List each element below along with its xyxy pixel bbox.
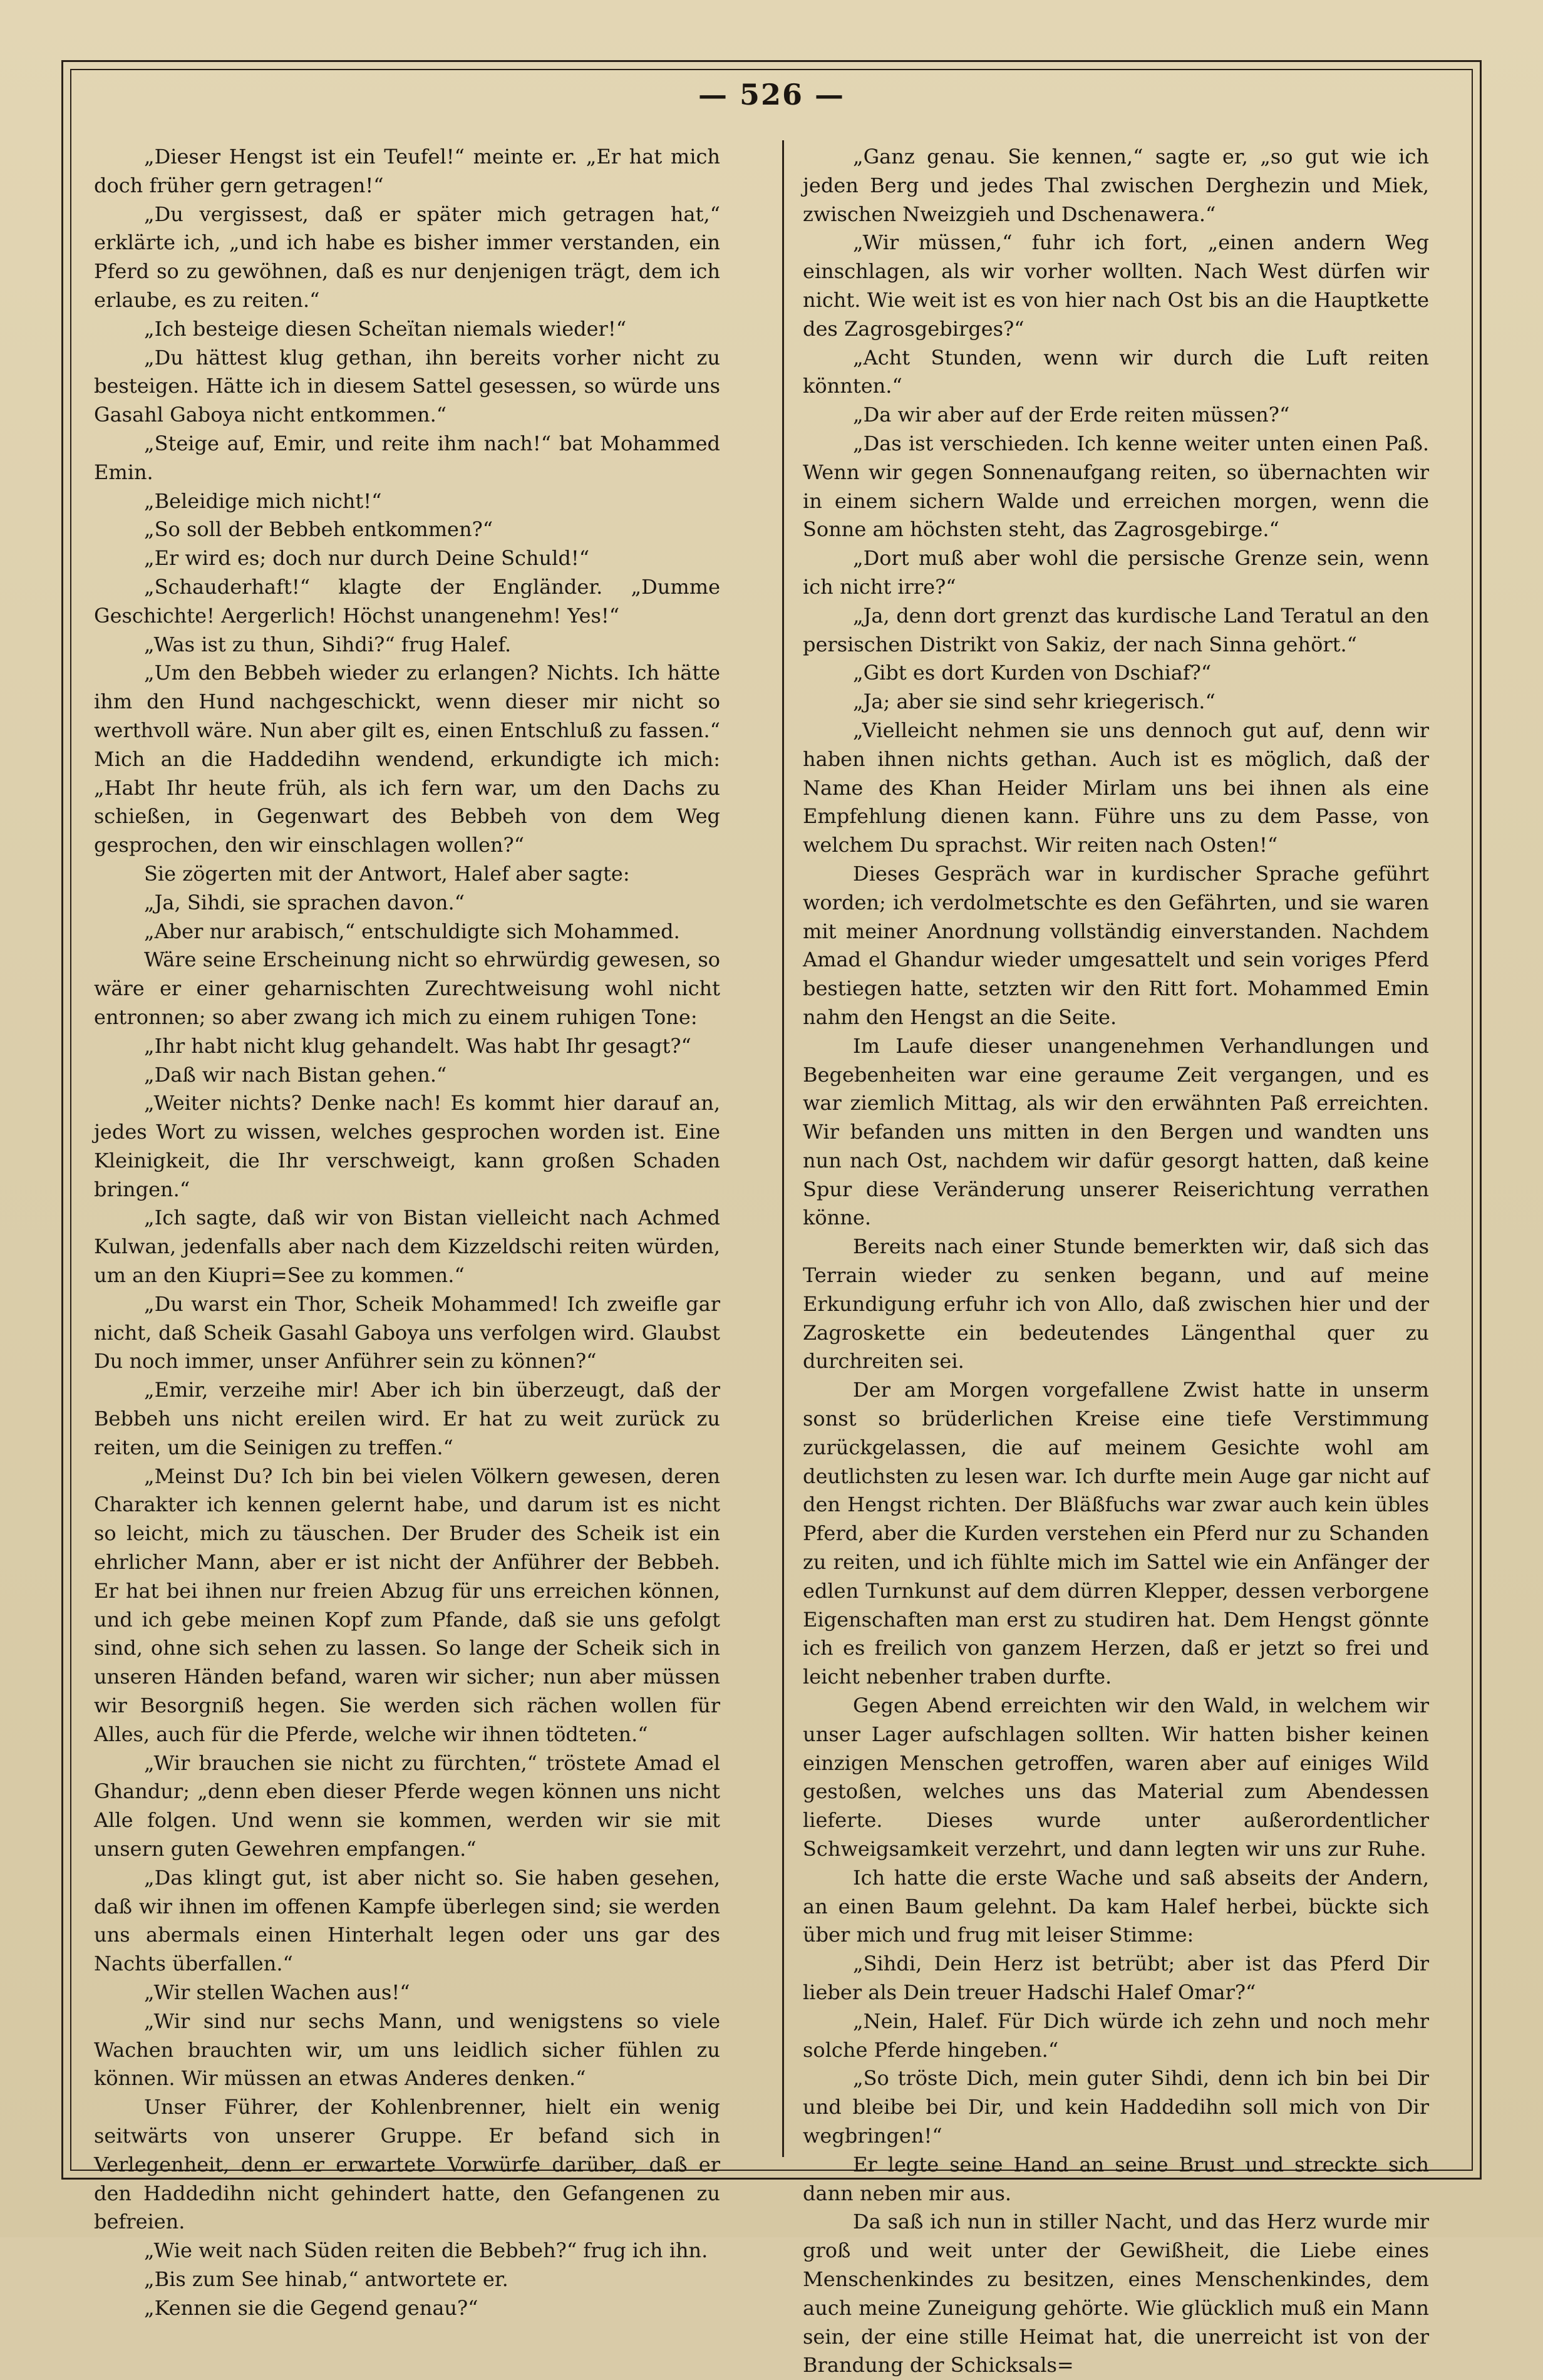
paragraph: „Da wir aber auf der Erde reiten müssen?“ [853,403,1290,427]
paragraph: „Wir brauchen sie nicht zu fürchten,“ tröstete Amad el Ghandur; „denn eben dieser Pferde wegen können uns nicht Alle folgen. Und wenn sie kommen, werden wir sie mit unsern guten Gewehren empfangen.“ [94,1751,720,1861]
paragraph: „Ich besteige diesen Scheïtan niemals wieder!“ [144,316,627,341]
paragraph: „Was ist zu thun, Sihdi?“ frug Halef. [144,632,512,656]
paragraph: „Du vergissest, daß er später mich getragen hat,“ erklärte ich, „und ich habe es bisher immer verstanden, ein Pferd so zu gewöhnen, daß es nur denjenigen trägt, dem ich erlaube, es zu reiten.“ [94,202,720,312]
left-column [94,143,720,2323]
paragraph: „Emir, verzeihe mir! Aber ich bin überzeugt, daß der Bebbeh uns nicht ereilen wird. Er hat zu weit zurück zu reiten, um die Seinigen zu treffen.“ [94,1378,720,1459]
paragraph: „Beleidige mich nicht!“ [144,489,382,513]
paragraph: „Er wird es; doch nur durch Deine Schuld!“ [144,546,590,571]
paragraph: „Dieser Hengst ist ein Teufel!“ meinte er. „Er hat mich doch früher gern getragen!“ [94,145,720,197]
paragraph: „Um den Bebbeh wieder zu erlangen? Nichts. Ich hätte ihm den Hund nachgeschickt, wenn dieser mir nicht so werthvoll wäre. Nun aber gilt es, einen Entschluß zu fassen.“ Mich an die Haddedihn wendend, erkundigte ich mich: „Habt Ihr heute früh, als ich fern war, um den Dachs zu schießen, in Gegenwart des Bebbeh von dem Weg gesprochen, den wir einschlagen wollen?“ [94,661,720,857]
paragraph: „Du warst ein Thor, Scheik Mohammed! Ich zweifle gar nicht, daß Scheik Gasahl Gaboya uns verfolgen wird. Glaubst Du noch immer, unser Anführer sein zu können?“ [94,1291,720,1374]
paragraph: „Gibt es dort Kurden von Dschiaf?“ [853,661,1212,685]
paragraph: „Das ist verschieden. Ich kenne weiter unten einen Paß. Wenn wir gegen Sonnenaufgang reiten, so übernachten wir in einem sichern Walde und erreichen morgen, wenn die Sonne am höchsten steht, das Zagrosgebirge.“ [803,431,1429,542]
paragraph: „Ich sagte, daß wir von Bistan vielleicht nach Achmed Kulwan, jedenfalls aber nach dem Kizzeldschi reiten würden, um an den Kiupri=See zu kommen.“ [94,1206,720,1288]
paragraph: Er legte seine Hand an seine Brust und streckte sich dann neben mir aus. [803,2152,1429,2205]
paragraph: „Ja, denn dort grenzt das kurdische Land Teratul an den persischen Distrikt von Sakiz, der nach Sinna gehört.“ [803,603,1429,656]
paragraph: „Daß wir nach Bistan gehen.“ [144,1062,447,1087]
paragraph: Der am Morgen vorgefallene Zwist hatte in unserm sonst so brüderlichen Kreise eine tiefe Verstimmung zurückgelassen, die auf meinem Gesichte wohl am deutlichsten zu lesen war. Ich durfte mein Auge gar nicht auf den Hengst richten. Der Bläßfuchs war zwar auch kein übles Pferd, aber die Kurden verstehen ein Pferd nur zu Schanden zu reiten, und ich fühlte mich im Sattel wie ein Anfänger der edlen Turnkunst auf dem dürren Klepper, dessen verborgene Eigenschaften man erst zu studiren hat. Dem Hengst gönnte ich es freilich von ganzem Herzen, daß er jetzt so frei und leicht nebenher traben durfte. [803,1378,1429,1689]
paragraph: Wäre seine Erscheinung nicht so ehrwürdig gewesen, so wäre er einer geharnischten Zurechtweisung wohl nicht entronnen; so aber zwang ich mich zu einem ruhigen Tone: [94,948,720,1029]
paragraph: „Meinst Du? Ich bin bei vielen Völkern gewesen, deren Charakter ich kennen gelernt habe, und darum ist es nicht so leicht, mich zu täuschen. Der Bruder des Scheik ist ein ehrlicher Mann, aber er ist nicht der Anführer der Bebbeh. Er hat bei ihnen nur freien Abzug für uns erreichen können, und ich gebe meinen Kopf zum Pfande, daß sie uns gefolgt sind, ohne sich sehen zu lassen. So lange der Scheik sich in unseren Händen befand, waren wir sicher; nun aber müssen wir Besorgniß hegen. Sie werden sich rächen wollen für Alles, auch für die Pferde, welche wir ihnen tödteten.“ [94,1464,720,1746]
paragraph: „Acht Stunden, wenn wir durch die Luft reiten könnten.“ [803,345,1429,398]
column-divider [782,140,784,2157]
paragraph: „Vielleicht nehmen sie uns dennoch gut auf, denn wir haben ihnen nichts gethan. Auch ist es möglich, daß der Name des Khan Heider Mirlam uns bei ihnen als eine Empfehlung dienen kann. Führe uns zu dem Passe, von welchem Du sprachst. Wir reiten nach Osten!“ [803,718,1429,857]
paragraph: „Wie weit nach Süden reiten die Bebbeh?“ frug ich ihn. [144,2238,708,2263]
paragraph: Im Laufe dieser unangenehmen Verhandlungen und Begebenheiten war eine geraume Zeit vergangen, und es war ziemlich Mittag, als wir den erwähnten Paß erreichten. Wir befanden uns mitten in den Bergen und wandten uns nun nach Ost, nachdem wir dafür gesorgt hatten, daß keine Spur diese Veränderung unserer Reiserichtung verrathen könne. [803,1033,1429,1230]
paragraph: „Steige auf, Emir, und reite ihm nach!“ bat Mohammed Emin. [94,431,720,484]
paragraph: „So soll der Bebbeh entkommen?“ [144,517,493,542]
paragraph: Dieses Gespräch war in kurdischer Sprache geführt worden; ich verdolmetschte es den Gefährten, und sie waren mit meiner Anordnung vollständig einverstanden. Nachdem Amad el Ghandur wieder umgesattelt und sein voriges Pferd bestiegen hatte, setzten wir den Ritt fort. Mohammed Emin nahm den Hengst an die Seite. [803,861,1429,1029]
paragraph: „Weiter nichts? Denke nach! Es kommt hier darauf an, jedes Wort zu wissen, welches gesprochen worden ist. Eine Kleinigkeit, die Ihr verschweigt, kann großen Schaden bringen.“ [94,1091,720,1201]
paragraph: „Ganz genau. Sie kennen,“ sagte er, „so gut wie ich jeden Berg und jedes Thal zwischen Derghezin und Miek, zwischen Nweizgieh und Dschenawera.“ [803,145,1429,226]
paragraph: Gegen Abend erreichten wir den Wald, in welchem wir unser Lager aufschlagen sollten. Wir hatten bisher keinen einzigen Menschen getroffen, waren aber auf einiges Wild gestoßen, welches uns das Material zum Abendessen lieferte. Dieses wurde unter außerordentlicher Schweigsamkeit verzehrt, und dann legten wir uns zur Ruhe. [803,1694,1429,1861]
paragraph: „Schauderhaft!“ klagte der Engländer. „Dumme Geschichte! Aergerlich! Höchst unangenehm! Yes!“ [94,574,720,628]
paragraph: „Ja; aber sie sind sehr kriegerisch.“ [853,690,1215,714]
paragraph: „Das klingt gut, ist aber nicht so. Sie haben gesehen, daß wir ihnen im offenen Kampfe überlegen sind; sie werden uns abermals einen Hinterhalt legen oder uns gar des Nachts überfallen.“ [94,1865,720,1976]
paragraph: „Wir stellen Wachen aus!“ [144,1980,410,2004]
paragraph: Unser Führer, der Kohlenbrenner, hielt ein wenig seitwärts von unserer Gruppe. Er befand sich in Verlegenheit, denn er erwartete Vorwürfe darüber, daß er den Haddedihn nicht gehindert hatte, den Gefangenen zu befreien. [94,2095,720,2234]
page-number: — 526 — [698,78,845,111]
paragraph: „Ja, Sihdi, sie sprachen davon.“ [144,890,465,914]
paragraph: „Du hättest klug gethan, ihn bereits vorher nicht zu besteigen. Hätte ich in diesem Sattel gesessen, so würde uns Gasahl Gaboya nicht entkommen.“ [94,345,720,427]
paragraph: Ich hatte die erste Wache und saß abseits der Andern, an einen Baum gelehnt. Da kam Halef herbei, bückte sich über mich und frug mit leiser Stimme: [803,1865,1429,1947]
paragraph: Da saß ich nun in stiller Nacht, und das Herz wurde mir groß und weit unter der Gewißheit, die Liebe eines Menschenkindes zu besitzen, eines Menschenkindes, dem auch meine Zuneigung gehörte. Wie glücklich muß ein Mann sein, der eine stille Heimat hat, die unerreicht ist von der Brandung der Schicksals= [803,2210,1429,2377]
paragraph: „Kennen sie die Gegend genau?“ [144,2295,478,2320]
paragraph: „Wir sind nur sechs Mann, und wenigstens so viele Wachen brauchten wir, um uns leidlich sicher fühlen zu können. Wir müssen an etwas Anderes denken.“ [94,2009,720,2091]
paragraph: „Dort muß aber wohl die persische Grenze sein, wenn ich nicht irre?“ [803,546,1429,599]
paragraph: Bereits nach einer Stunde bemerkten wir, daß sich das Terrain wieder zu senken begann, und auf meine Erkundigung erfuhr ich von Allo, daß zwischen hier und der Zagroskette ein bedeutendes Längenthal quer zu durchreiten sei. [803,1234,1429,1374]
paragraph: „Nein, Halef. Für Dich würde ich zehn und noch mehr solche Pferde hingeben.“ [803,2009,1429,2062]
paragraph: „Aber nur arabisch,“ entschuldigte sich Mohammed. [144,919,680,943]
paragraph: „Sihdi, Dein Herz ist betrübt; aber ist das Pferd Dir lieber als Dein treuer Hadschi Halef Omar?“ [803,1952,1429,2004]
paragraph: „Bis zum See hinab,“ antwortete er. [144,2267,508,2291]
paragraph: Sie zögerten mit der Antwort, Halef aber sagte: [144,861,630,886]
paragraph: „So tröste Dich, mein guter Sihdi, denn ich bin bei Dir und bleibe bei Dir, und kein Haddedihn soll mich von Dir wegbringen!“ [803,2066,1429,2148]
paragraph: „Ihr habt nicht klug gehandelt. Was habt Ihr gesagt?“ [144,1033,691,1058]
paragraph: „Wir müssen,“ fuhr ich fort, „einen andern Weg einschlagen, als wir vorher wollten. Nach West dürfen wir nicht. Wie weit ist es von hier nach Ost bis an die Hauptkette des Zagrosgebirges?“ [803,230,1429,341]
right-column [803,143,1429,2380]
